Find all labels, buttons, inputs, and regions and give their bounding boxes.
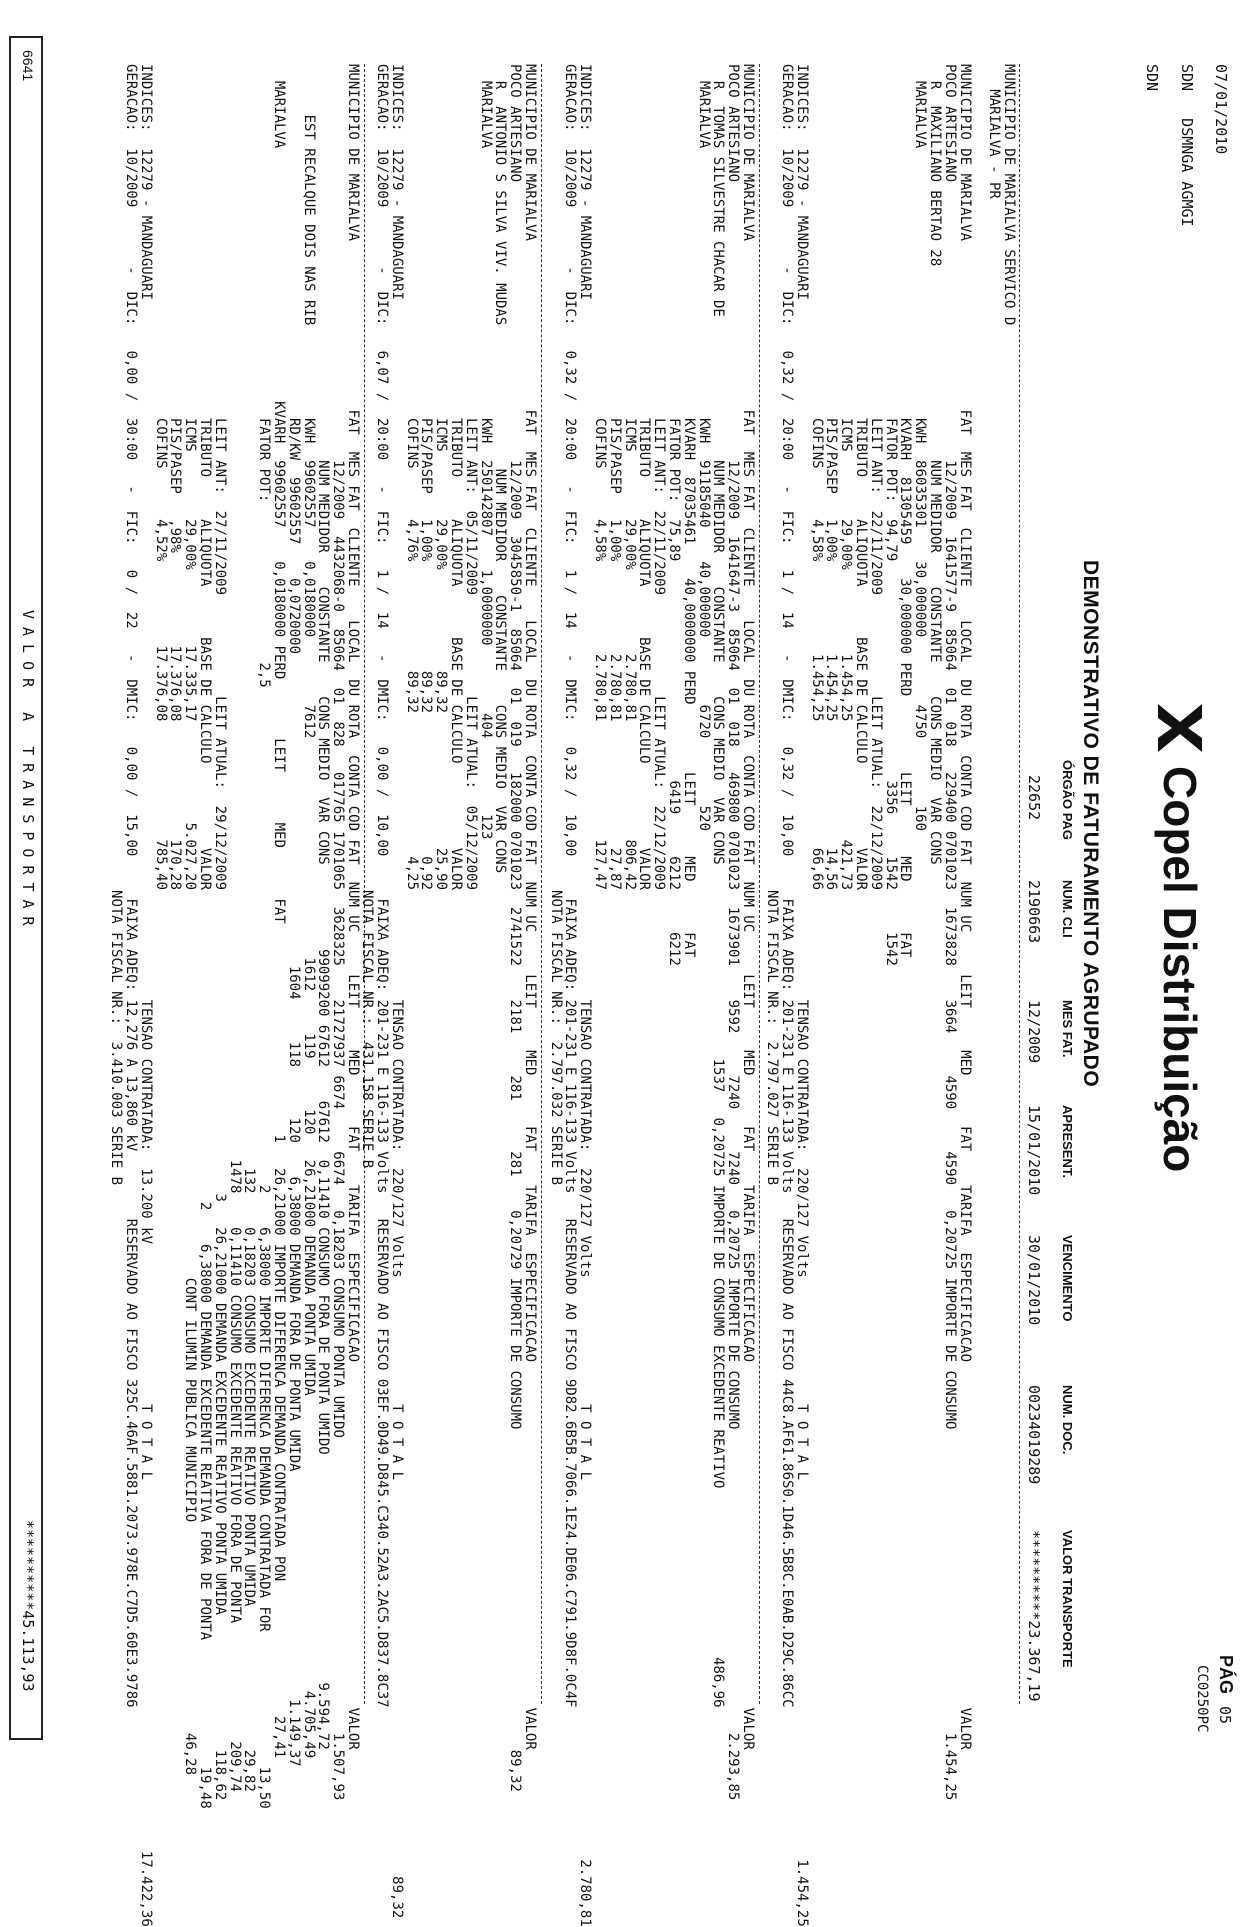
invoice-line: NOTA FISCAL NR.: 3.410.003 SERIE B bbox=[108, 64, 125, 1186]
invoice-line: R ANTONIO S SILVA VIV. MUDAS NUM MEDIDOR CONSTANTE CONS MEDIO VAR CONS bbox=[492, 64, 509, 874]
col-vencimento: VENCIMENTO bbox=[1060, 1235, 1075, 1322]
invoice-line: MARIALVA - PR bbox=[986, 64, 1003, 199]
invoice-line: LEIT ANT: 05/11/2009 LEIT ATUAL: 05/12/2009 bbox=[462, 64, 479, 891]
col-orgao-pag: ÓRGÃO PAG bbox=[1060, 760, 1075, 840]
invoice-line: 12/2009 4432068-0 85064 01 828 017765 1701065 3628325 21727937 6674 6674 0,18203 CONSUMO PONTA UMIDO 1.507,93 bbox=[330, 64, 347, 1801]
invoice-line: MUNICIPIO DE MARIALVA FAT MES FAT CLIENTE LOCAL DU ROTA CONTA COD FAT NUM UC LEIT MED FAT TARIFA ESPECIFICACAO VALOR bbox=[740, 64, 756, 1750]
invoice-line: FATOR POT: 94,79 3356 1542 1542 bbox=[882, 64, 899, 966]
invoice-line: FATOR POT: 75,89 6419 6212 6212 bbox=[666, 64, 683, 966]
invoice-line: ICMS 29,00% 89,32 25,90 bbox=[433, 64, 450, 891]
footer-code: 6641 bbox=[20, 50, 36, 82]
copel-logo bbox=[1152, 700, 1208, 1172]
program-code: CC0250PC bbox=[1194, 1665, 1210, 1733]
invoice-line: 1478 0,11410 CONSUMO EXCEDENTE REATIVO FORA DE PONTA 209,74 bbox=[226, 64, 243, 1792]
invoice-line: KVARH 81305459 30,000000 PERD LEIT MED FAT bbox=[897, 64, 914, 958]
invoice-line: MUNICIPIO DE MARIALVA FAT MES FAT CLIENTE LOCAL DU ROTA CONTA COD FAT NUM UC LEIT MED FAT TARIFA ESPECIFICACAO VALOR bbox=[345, 64, 361, 1750]
invoice-line bbox=[972, 64, 987, 1927]
invoice-line: INDICES: 12279 - MANDAGUARI TENSAO CONTRATADA: 220/127 Volts T O T A L 2.780,81 bbox=[577, 64, 594, 1927]
val-valor-transporte: **********23.367,19 bbox=[1025, 1530, 1043, 1702]
invoice-line: PIS/PASEP 1,00% 1.454,25 14,56 bbox=[823, 64, 840, 891]
sdn-line-2: SDN bbox=[1143, 64, 1161, 92]
invoice-line: INDICES: 12279 - MANDAGUARI TENSAO CONTRATADA: 13.200 kV T O T A L 17.422,36 bbox=[137, 64, 154, 1927]
page-label: PÁG bbox=[1216, 1655, 1236, 1695]
invoice-line: INDICES: 12279 - MANDAGUARI TENSAO CONTRATADA: 220/127 Volts T O T A L 1.454,25 bbox=[793, 64, 810, 1927]
invoice-line: MUNICIPIO DE MARIALVA FAT MES FAT CLIENTE LOCAL DU ROTA CONTA COD FAT NUM UC LEIT MED FAT TARIFA ESPECIFICACAO VALOR bbox=[522, 64, 538, 1750]
separator-rule bbox=[759, 64, 760, 1704]
val-orgao-pag: 22652 bbox=[1025, 775, 1043, 821]
invoice-line: TRIBUTO ALIQUOTA BASE DE CALCULO VALOR bbox=[853, 64, 870, 891]
footer-value: **********45.113,93 bbox=[19, 1520, 37, 1692]
invoice-line: MARIALVA KWH 86035301 30,000000 4750 160 bbox=[912, 64, 929, 832]
invoice-line: KVARH 87035461 40,0000000 PERD LEIT MED FAT bbox=[680, 64, 697, 958]
invoice-line: GERACAO: 10/2009 - DIC: 0,00 / 30:00 - FIC: 0 / 22 - DMIC: 0,00 / 15,00 FAIXA ADEQ: 12,276 A 13,860 kV RESERVADO AO FISCO 325C.46AF.5881.2073.978E.C7D5.60E3.9786 bbox=[123, 64, 140, 1708]
invoice-line: GERACAO: 10/2009 - DIC: 6,07 / 20:00 - FIC: 1 / 14 - DMIC: 0,00 / 10,00 FAIXA ADEQ: 201-231 E 116-133 Volts RESERVADO AO FISCO 03EF.0D49.D845.C340.52A3.2AC5.D837.8C37 bbox=[374, 64, 391, 1708]
invoice-line: LEIT ANT: 27/11/2009 LEIT ATUAL: 29/12/2009 3 26,21000 DEMANDA EXCEDENTE REATIVO PONTA UMIDA 118,62 bbox=[211, 64, 228, 1801]
invoice-line: ICMS 29,00% 1.454,25 421,73 bbox=[838, 64, 855, 891]
invoice-line: MARIALVA KVARH 99602557 0,0180000 PERD LEIT MED FAT 1 26,21000 IMPORTE DIFERENCA DEMANDA CONTRATADA PON 27,41 bbox=[271, 64, 288, 1759]
invoice-line: R TOMAS SILVESTRE CHACAR DE NUM MEDIDOR CONSTANTE CONS MEDIO VAR CONS 1537 0,20725 IMPORTE DE CONSUMO EXCEDENTE REATIVO 486,96 bbox=[710, 64, 727, 1708]
copel-logo-icon bbox=[1152, 700, 1208, 756]
print-date: 07/01/2010 bbox=[1212, 64, 1230, 155]
invoice-block bbox=[764, 64, 1016, 1927]
invoice-line: POCO ARTESIANO 12/2009 3045850-1 85064 01 019 182000 0701023 2741522 2181 281 281 0,20729 IMPORTE DE CONSUMO 89,32 bbox=[507, 64, 524, 1792]
separator-rule bbox=[1019, 64, 1020, 1704]
invoice-line: 132 0,18203 CONSUMO EXCEDENTE REATIVO PONTA UMIDA 29,82 bbox=[241, 64, 258, 1792]
invoice-line: FATOR POT: 2,5 2 6,38000 IMPORTE DIFERENCA DEMANDA CONTRATADA FOR 13,50 bbox=[256, 64, 273, 1809]
invoice-line: R MAXILIANO BERTAO 28 NUM MEDIDOR CONSTANTE CONS MEDIO VAR CONS bbox=[927, 64, 944, 865]
val-mes-fat: 12/2009 bbox=[1025, 1000, 1043, 1064]
invoice-line: PIS/PASEP ,98% 17.376,08 170,28 bbox=[167, 64, 184, 891]
val-apresent: 15/01/2010 bbox=[1025, 1105, 1043, 1196]
invoice-line: MARIALVA KWH 250142807 1,0000000 404 123 bbox=[477, 64, 494, 840]
footer-label: VALOR A TRANSPORTAR bbox=[19, 610, 37, 934]
invoice-line: NOTA FISCAL NR.: 2.797.032 SERIE B bbox=[547, 64, 564, 1186]
invoice-line: ICMS 29,00% 2.780,81 806,42 bbox=[621, 64, 638, 891]
val-num-doc: 00234019289 bbox=[1025, 1385, 1043, 1485]
invoice-line: RD/KW 99602557 0,0720000 1604 118 120 6,38000 DEMANDA FORA DE PONTA UMIDA 1.149,37 bbox=[285, 64, 302, 1767]
invoice-line: POCO ARTESIANO 12/2009 1641647-3 85064 01 018 469800 0701023 1673901 9592 7240 7240 0,20725 IMPORTE DE CONSUMO 2.293,85 bbox=[725, 64, 742, 1801]
page-number: 05 bbox=[1216, 1706, 1234, 1725]
invoice-line: POCO ARTESIANO 12/2009 1641577-9 85064 01 018 229400 0701023 1673828 3664 4590 4590 0,20725 IMPORTE DE CONSUMO 1.454,25 bbox=[941, 64, 958, 1801]
invoice-line: NOTA FISCAL NR.: 2.797.027 SERIE B bbox=[764, 64, 781, 1186]
invoice-line: INDICES: 12279 - MANDAGUARI TENSAO CONTRATADA: 220/127 Volts T O T A L 89,32 bbox=[388, 64, 405, 1919]
invoice-line: COFINS 4,52% 17.376,08 785,40 bbox=[152, 64, 169, 891]
invoice-line: ICMS 29,00% 17.335,17 5.027,20 CONT ILUMIN PUBLICA MUNICIPIO 46,28 bbox=[182, 64, 199, 1776]
val-num-cli: 2190663 bbox=[1025, 880, 1043, 944]
sdn-line-1: SDN DSMNGA AGMGI bbox=[1178, 64, 1196, 227]
invoice-line: COFINS 4,58% 2.780,81 127,47 bbox=[592, 64, 609, 891]
col-mes-fat: MES FAT. bbox=[1060, 1000, 1075, 1058]
invoice-block bbox=[359, 64, 537, 1918]
col-num-cli: NUM. CLI bbox=[1060, 880, 1075, 938]
invoice-line: PIS/PASEP 1,00% 2.780,81 27,87 bbox=[606, 64, 623, 891]
invoice-line: TRIBUTO ALIQUOTA BASE DE CALCULO VALOR bbox=[448, 64, 465, 891]
invoice-line: LEIT ANT: 22/11/2009 LEIT ATUAL: 22/12/2009 bbox=[867, 64, 884, 891]
invoice-line: PIS/PASEP 1,00% 89,32 0,92 bbox=[418, 64, 435, 891]
invoice-line: COFINS 4,76% 89,32 4,25 bbox=[403, 64, 420, 891]
invoice-line: GERACAO: 10/2009 - DIC: 0,32 / 20:00 - FIC: 1 / 14 - DMIC: 0,32 / 10,00 FAIXA ADEQ: 201-231 E 116-133 Volts RESERVADO AO FISCO 9D82.6B5B.7066.1E24.DE06.C791.9D8F.0C4F bbox=[562, 64, 579, 1708]
invoice-block bbox=[108, 64, 360, 1927]
invoice-line: GERACAO: 10/2009 - DIC: 0,32 / 20:00 - FIC: 1 / 14 - DMIC: 0,32 / 10,00 FAIXA ADEQ: 201-231 E 116-133 Volts RESERVADO AO FISCO 44C8.AF61.86S0.1D46.5B8C.E0AB.D29C.86CC bbox=[779, 64, 796, 1708]
invoice-line: COFINS 4,58% 1.454,25 66,66 bbox=[808, 64, 825, 891]
invoice-line: MUNICIPIO DE MARIALVA SERVICO D bbox=[1001, 64, 1017, 326]
col-valor-transporte: VALOR TRANSPORTE bbox=[1060, 1530, 1075, 1668]
invoice-line: LEIT ANT: 22/11/2009 LEIT ATUAL: 22/12/2009 bbox=[651, 64, 668, 891]
invoice-line: EST RECALQUE DOIS NAS RIB KWH 99602557 0,0180000 7612 1612 119 120 26,21000 DEMANDA PONTA UMIDA 4.705,49 bbox=[300, 64, 317, 1759]
document-title: DEMONSTRATIVO DE FATURAMENTO AGRUPADO bbox=[1079, 560, 1102, 1088]
brand-name: Copel Distribuição bbox=[1154, 766, 1206, 1173]
val-vencimento: 30/01/2010 bbox=[1025, 1235, 1043, 1326]
col-apresent: APRESENT. bbox=[1060, 1105, 1075, 1178]
invoice-block bbox=[548, 64, 755, 1927]
invoice-line: NOTA FISCAL NR.: 431.158 SERIE B bbox=[359, 64, 376, 1169]
invoice-line: NUM MEDIDOR CONSTANTE CONS MEDIO VAR CONS 99099200 67612 67612 0,11410 CONSUMO FORA DE PONTA UMIDO 9.594,72 bbox=[315, 64, 332, 1750]
invoice-line: MUNICIPIO DE MARIALVA FAT MES FAT CLIENTE LOCAL DU ROTA CONTA COD FAT NUM UC LEIT MED FAT TARIFA ESPECIFICACAO VALOR bbox=[956, 64, 973, 1750]
invoice-line: TRIBUTO ALIQUOTA BASE DE CALCULO VALOR bbox=[636, 64, 653, 891]
invoice-line: TRIBUTO ALIQUOTA BASE DE CALCULO VALOR 2 6,38000 DEMANDA EXCEDENTE REATIVA FORA DE PONTA 19,48 bbox=[197, 64, 214, 1809]
separator-rule bbox=[541, 64, 542, 1704]
invoice-line: MARIALVA KWH 91185040 40,000000 6720 520 bbox=[695, 64, 712, 832]
col-num-doc: NUM. DOC. bbox=[1060, 1385, 1075, 1455]
